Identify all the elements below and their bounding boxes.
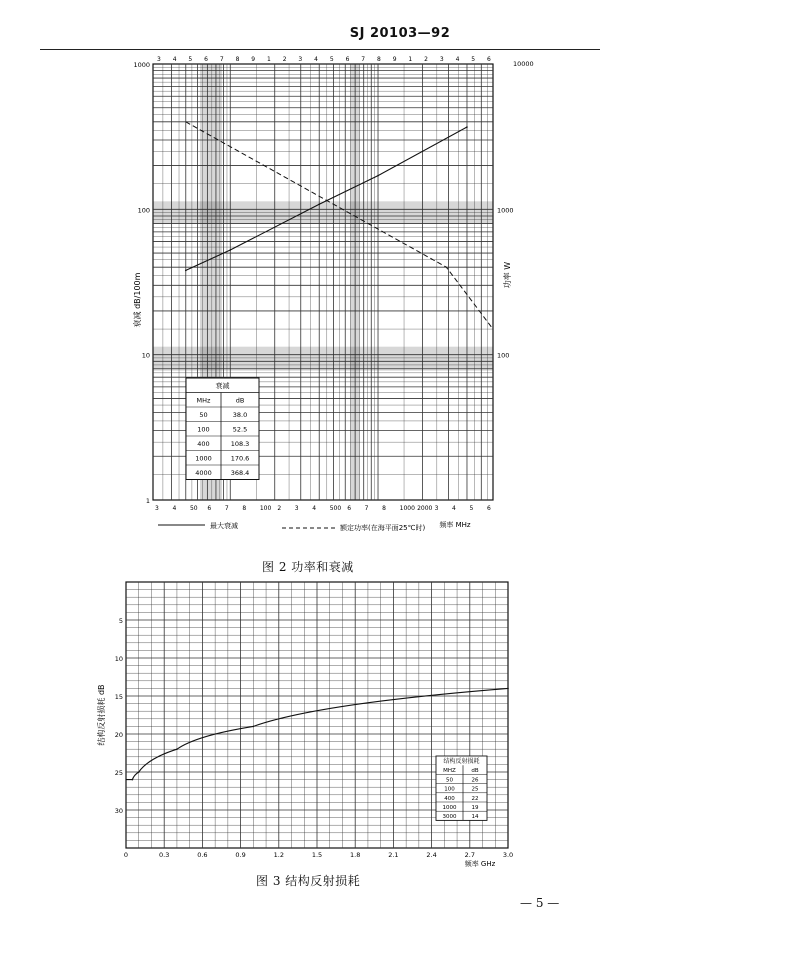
x-bottom-tick: 2000 [417,505,433,512]
legend-solid-label: 最大衰减 [210,522,238,530]
y-right-tick: 1000 [497,206,514,215]
x-bottom-tick: 500 [329,505,342,512]
x-top-tick: 6 [345,56,350,63]
table-cell: 1000 [195,454,212,463]
y-left-tick: 10 [141,351,150,360]
x-top-tick: 8 [377,56,381,63]
table-cell: 14 [471,814,479,821]
x-bottom-tick: 8 [242,505,247,512]
x-axis-label: 频率 GHz [464,860,496,868]
x-tick: 1.2 [273,851,284,859]
x-tick: 2.7 [464,851,475,859]
table-header: dB [471,768,479,775]
x-top-tick: 5 [471,56,476,63]
x-axis-label: 频率 MHz [439,521,471,529]
x-top-tick: 4 [314,56,318,63]
x-bottom-tick: 3 [294,505,299,512]
x-top-tick: 1 [408,56,413,63]
x-bottom-tick: 50 [189,505,198,512]
x-bottom-tick: 4 [172,505,177,512]
x-top-tick: 6 [204,56,208,63]
x-top-tick: 2 [424,56,428,63]
y-left-tick: 100 [137,206,150,215]
y-tick: 20 [114,731,123,739]
y-tick: 5 [118,617,123,625]
x-tick: 0 [123,851,129,859]
y-left-tick: 1000 [133,61,150,69]
table-cell: 100 [444,786,455,793]
x-tick: 2.1 [388,851,399,859]
x-tick: 1.5 [311,851,323,859]
table-title: 衰减 [215,382,230,390]
x-bottom-tick: 6 [207,505,212,512]
return-loss-table [436,756,487,820]
x-bottom-tick: 4 [312,505,317,512]
x-bottom-tick: 8 [382,505,386,512]
y-tick: 10 [114,655,123,663]
table-cell: 50 [446,777,453,784]
x-top-tick: 4 [455,56,460,63]
x-bottom-tick: 1000 [399,505,415,512]
table-cell: 400 [444,795,455,802]
table-cell: 3000 [442,814,457,821]
x-bottom-tick: 5 [469,505,474,512]
y-tick: 30 [114,807,123,815]
table-cell: 52.5 [232,425,248,434]
x-top-tick: 1 [267,56,271,63]
x-bottom-tick: 6 [347,505,352,512]
y-axis-label: 结构反射损耗 dB [97,684,106,746]
y-right-tick: 100 [497,351,510,360]
figure3-caption: 图 3 结构反射损耗 [256,874,361,888]
x-top-tick: 3 [298,56,303,63]
x-top-tick: 9 [392,56,397,63]
table-title: 结构反射损耗 [443,758,480,765]
x-bottom-tick: 3 [434,505,439,512]
y-right-axis-label: 功率 W [503,261,512,289]
table-cell: 400 [197,440,210,448]
x-top-tick: 2 [282,56,287,63]
table-cell: 26 [471,777,479,784]
return-loss-point [507,688,509,690]
x-tick: 0.9 [235,851,246,859]
table-cell: 170.6 [230,454,250,463]
table-header: dB [235,396,245,405]
standard-number: SJ 20103—92 [349,26,451,41]
table-cell: 4000 [195,469,212,477]
tick-labels [115,617,513,859]
x-tick: 0.3 [159,851,170,859]
table-cell: 108.3 [230,440,250,448]
top-right-tick: 10000 [513,60,534,68]
table-cell: 22 [471,795,479,802]
table-cell: 38.0 [232,411,248,419]
table-cell: 19 [471,805,479,811]
table-cell: 25 [471,786,479,793]
x-top-tick: 3 [439,56,444,63]
figure2-caption: 图 2 功率和衰减 [262,560,354,574]
table-cell: 1000 [442,805,457,811]
x-top-tick: 8 [235,56,240,63]
x-top-tick: 9 [251,56,256,63]
return-loss-point [176,748,178,750]
x-bottom-tick: 7 [224,505,229,512]
x-tick: 1.8 [350,851,361,859]
table-cell: 368.4 [230,469,250,477]
x-tick: 0.6 [197,851,208,859]
table-header: MHz [196,396,211,405]
table-cell: 50 [199,411,208,419]
x-top-tick: 6 [487,56,491,63]
return-loss-point [253,726,255,728]
x-bottom-tick: 6 [487,505,491,512]
x-tick: 2.4 [426,851,437,859]
x-bottom-tick: 4 [452,505,456,512]
x-top-tick: 3 [157,56,161,63]
x-bottom-tick: 3 [155,505,159,512]
y-left-axis-label: 衰减 dB/100m [133,272,142,328]
table-header: MHZ [443,768,456,775]
return-loss-point [132,779,134,781]
x-tick: 3.0 [502,851,514,859]
x-bottom-tick: 2 [277,505,282,512]
x-top-tick: 7 [361,56,366,63]
table-cell: 100 [197,425,210,434]
y-tick: 15 [114,693,123,701]
x-top-tick: 4 [172,56,177,63]
x-bottom-tick: 7 [364,505,369,512]
y-left-tick: 1 [145,497,150,505]
x-top-tick: 5 [329,56,334,63]
legend-dashed-label: 额定功率(在海平面25℃时) [340,524,426,532]
return-loss-point [138,771,140,773]
page-number: — 5 — [520,896,560,910]
x-top-tick: 5 [188,56,193,63]
x-top-tick: 7 [219,56,224,63]
x-bottom-tick: 100 [259,505,272,512]
y-tick: 25 [114,769,123,777]
